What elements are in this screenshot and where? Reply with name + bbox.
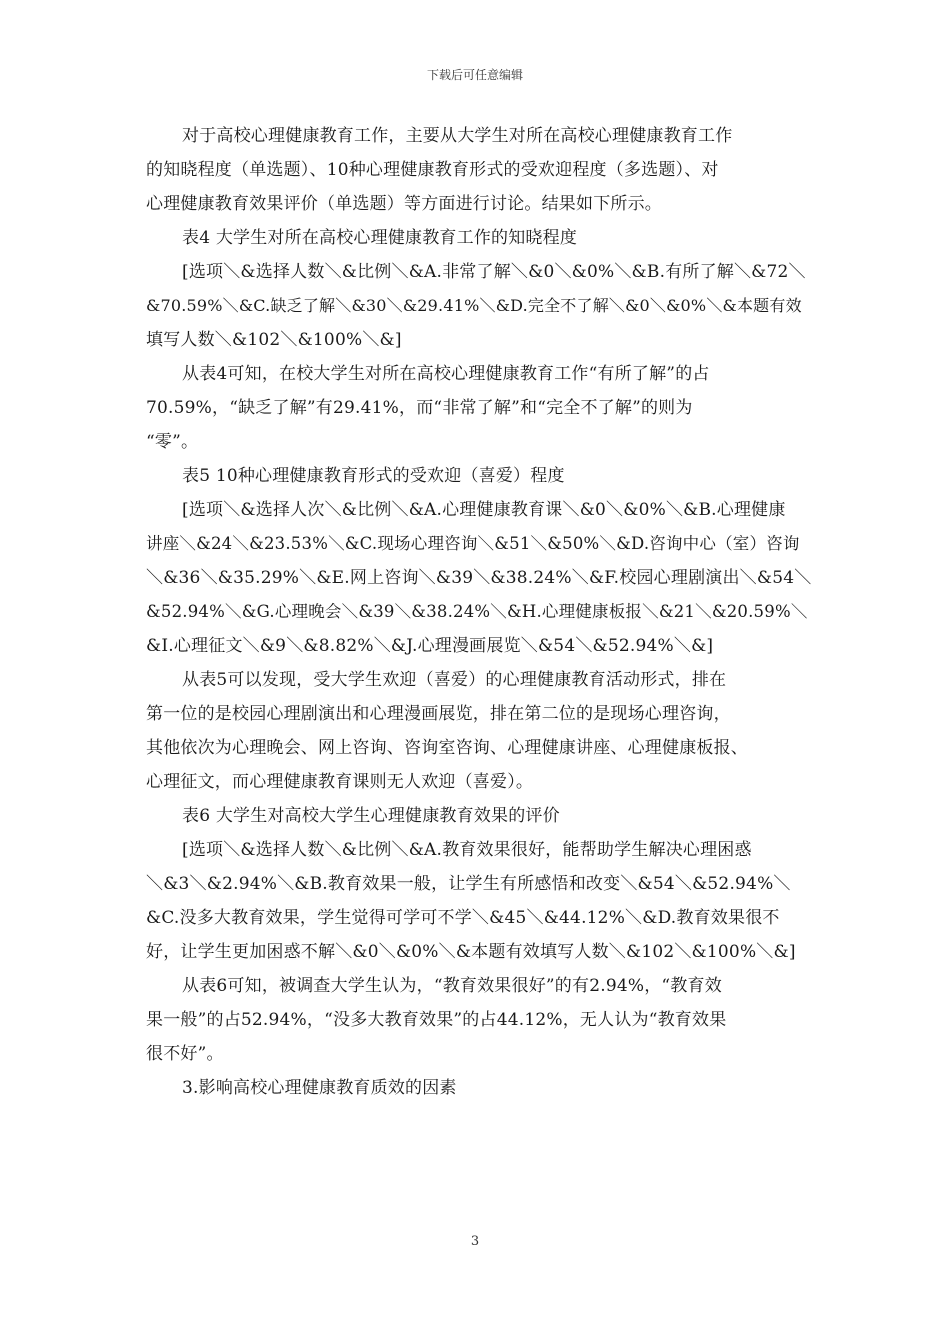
text-line: 表6 大学生对高校大学生心理健康教育效果的评价: [182, 806, 560, 826]
text-line: 心理征文，而心理健康教育课则无人欢迎（喜爱）。: [146, 772, 534, 792]
text-line: 表5 10种心理健康教育形式的受欢迎（喜爱）程度: [182, 466, 565, 486]
text-line: 讲座＼&24＼&23.53%＼&C.现场心理咨询＼&51＼&50%＼&D.咨询中心（室）咨询: [146, 534, 800, 553]
text-line: 表4 大学生对所在高校心理健康教育工作的知晓程度: [182, 228, 578, 248]
text-line: 的知晓程度（单选题）、10种心理健康教育形式的受欢迎程度（多选题）、对: [146, 160, 719, 180]
text-line: 70.59%，“缺乏了解”有29.41%，而“非常了解”和“完全不了解”的则为: [146, 398, 693, 418]
text-line: [选项＼&选择人数＼&比例＼&A.教育效果很好，能帮助学生解决心理困惑: [182, 840, 752, 860]
text-line: 果一般”的占52.94%，“没多大教育效果”的占44.12%，无人认为“教育效果: [146, 1010, 727, 1030]
text-line: [选项＼&选择人次＼&比例＼&A.心理健康教育课＼&0＼&0%＼&B.心理健康: [182, 500, 786, 520]
text-line: 其他依次为心理晚会、网上咨询、咨询室咨询、心理健康讲座、心理健康板报、: [146, 738, 748, 758]
page-number: 3: [470, 1234, 480, 1249]
text-line: 心理健康教育效果评价（单选题）等方面进行讨论。结果如下所示。: [146, 194, 662, 214]
text-line: 填写人数＼&102＼&100%＼&]: [146, 330, 402, 350]
text-line: 从表4可知，在校大学生对所在高校心理健康教育工作“有所了解”的占: [182, 364, 710, 384]
text-line: “零”。: [146, 432, 199, 452]
text-line: &70.59%＼&C.缺乏了解＼&30＼&29.41%＼&D.完全不了解＼&0＼&0%＼&本题有效: [146, 296, 802, 315]
text-line: 很不好”。: [146, 1044, 224, 1064]
text-line: &C.没多大教育效果，学生觉得可学可不学＼&45＼&44.12%＼&D.教育效果很不: [146, 908, 780, 928]
text-line: [选项＼&选择人数＼&比例＼&A.非常了解＼&0＼&0%＼&B.有所了解＼&72＼: [182, 262, 806, 282]
text-line: 从表5可以发现，受大学生欢迎（喜爱）的心理健康教育活动形式，排在: [182, 670, 727, 690]
page-header: 下载后可任意编辑: [426, 68, 523, 82]
text-line: 第一位的是校园心理剧演出和心理漫画展览，排在第二位的是现场心理咨询，: [146, 704, 731, 724]
text-line: 从表6可知，被调查大学生认为，“教育效果很好”的有2.94%，“教育效: [182, 976, 722, 996]
text-line: &52.94%＼&G.心理晚会＼&39＼&38.24%＼&H.心理健康板报＼&21＼&20.59%＼: [146, 602, 808, 621]
text-line: 好，让学生更加困惑不解＼&0＼&0%＼&本题有效填写人数＼&102＼&100%＼&]: [146, 942, 796, 962]
text-line: 对于高校心理健康教育工作，主要从大学生对所在高校心理健康教育工作: [182, 126, 733, 146]
text-line: ＼&3＼&2.94%＼&B.教育效果一般，让学生有所感悟和改变＼&54＼&52.94%＼: [146, 874, 791, 894]
text-line: ＼&36＼&35.29%＼&E.网上咨询＼&39＼&38.24%＼&F.校园心理剧演出＼&54＼: [146, 568, 812, 588]
text-line: 3.影响高校心理健康教育质效的因素: [182, 1078, 457, 1098]
text-line: &I.心理征文＼&9＼&8.82%＼&J.心理漫画展览＼&54＼&52.94%＼&]: [146, 636, 714, 656]
document-body: [146, 119, 814, 1105]
